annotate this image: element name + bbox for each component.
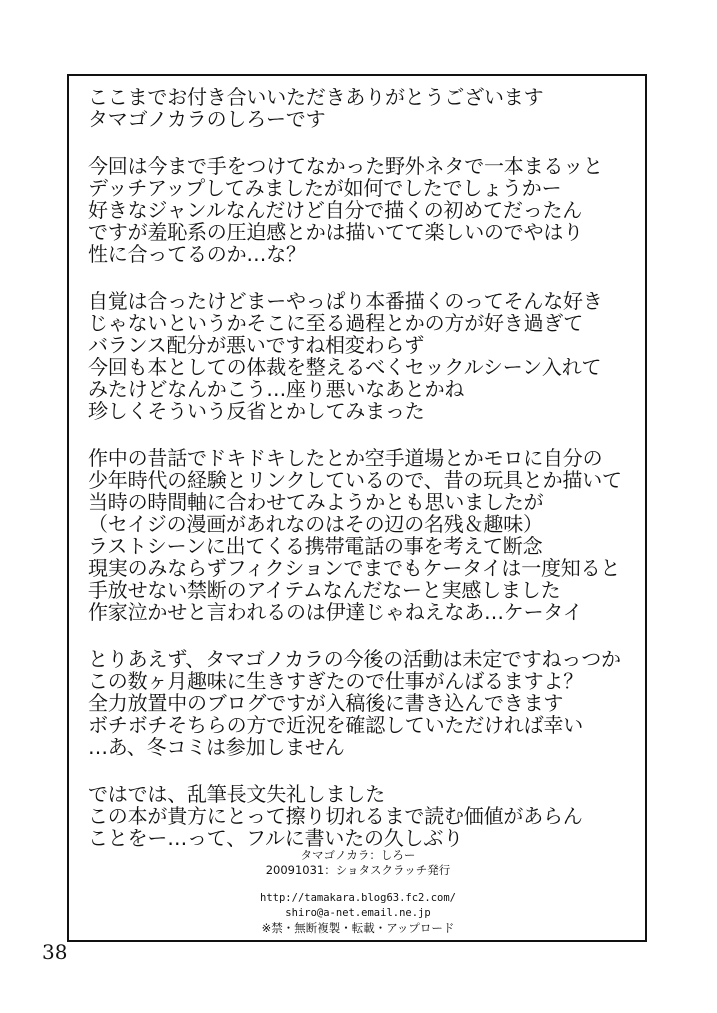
text-line: 全力放置中のブログですが入稿後に書き込んできます xyxy=(88,691,564,715)
paragraph-greeting xyxy=(88,86,633,130)
text-line: タマゴノカラのしろーです xyxy=(88,107,326,131)
text-line: 当時の時間軸に合わせてみようかとも思いましたが xyxy=(88,490,544,514)
text-line: この本が貴方にとって擦り切れるまで読む価値があらん xyxy=(88,804,583,828)
text-line: ではでは、乱筆長文失礼しました xyxy=(88,782,385,806)
text-line: ですが羞恥系の圧迫感とかは描いてて楽しいのでやはり xyxy=(88,220,583,244)
text-line: 作中の昔話でドキドキしたとか空手道場とかモロに自分の xyxy=(88,446,603,470)
text-line: 今回も本としての体裁を整えるべくセックルシーン入れて xyxy=(88,355,602,379)
paragraph-reflection xyxy=(88,290,633,422)
text-line: 珍しくそういう反省とかしてみまった xyxy=(88,399,425,423)
text-line: ここまでお付き合いいただきありがとうございます xyxy=(88,85,544,109)
afterword-text xyxy=(88,86,633,874)
text-line: 今回は今まで手をつけてなかった野外ネタで一本まるッと xyxy=(88,154,603,178)
paragraph-closing xyxy=(88,783,633,849)
email-address: shiro@a-net.email.ne.jp xyxy=(285,907,431,919)
credits-spacer xyxy=(220,878,496,891)
credits-block xyxy=(220,848,496,936)
text-line: デッチアップしてみましたが如何でしたでしょうかー xyxy=(88,176,562,200)
blog-url: http://tamakara.blog63.fc2.com/ xyxy=(260,892,456,904)
text-line: 少年時代の経験とリンクしているので、昔の玩具とか描いて xyxy=(88,468,622,492)
text-line: 自覚は合ったけどまーやっぱり本番描くのってそんな好き xyxy=(88,289,603,313)
text-line: じゃないというかそこに至る過程とかの方が好き過ぎて xyxy=(88,311,583,335)
text-line: とりあえず、タマゴノカラの今後の活動は未定ですねっつか xyxy=(88,647,621,671)
page-number: 38 xyxy=(42,940,68,964)
text-line: 手放せない禁断のアイテムなんだなーと実感しました xyxy=(88,578,561,602)
text-line: ラストシーンに出てくる携帯電話の事を考えて断念 xyxy=(88,534,543,558)
text-line: ことをー…って、フルに書いたの久しぶり xyxy=(88,826,463,850)
text-line: …あ、冬コミは参加しません xyxy=(88,735,345,759)
paragraph-theme xyxy=(88,155,633,265)
publish-date: 20091031：ショタスクラッチ発行 xyxy=(265,863,451,877)
text-line: 好きなジャンルなんだけど自分で描くの初めてだったん xyxy=(88,198,583,222)
text-line: 現実のみならずフィクションでまでもケータイは一度知ると xyxy=(88,556,621,580)
text-line: 作家泣かせと言われるのは伊達じゃねえなあ…ケータイ xyxy=(88,600,583,624)
paragraph-future-plans xyxy=(88,648,633,758)
text-line: みたけどなんかこう…座り悪いなあとかね xyxy=(88,377,465,401)
text-line: （セイジの漫画があれなのはその辺の名残＆趣味） xyxy=(88,512,543,536)
circle-credit: タマゴノカラ：しろー xyxy=(300,848,416,862)
paragraph-story-notes xyxy=(88,447,633,623)
copyright-notice: ※禁・無断複製・転載・アップロード xyxy=(261,921,455,935)
text-line: 性に合ってるのか…な？ xyxy=(88,242,306,266)
text-line: ボチボチそちらの方で近況を確認していただければ幸い xyxy=(88,713,583,737)
text-line: この数ヶ月趣味に生きすぎたので仕事がんばるますよ？ xyxy=(88,669,583,693)
text-line: バランス配分が悪いですね相変わらず xyxy=(88,333,424,357)
